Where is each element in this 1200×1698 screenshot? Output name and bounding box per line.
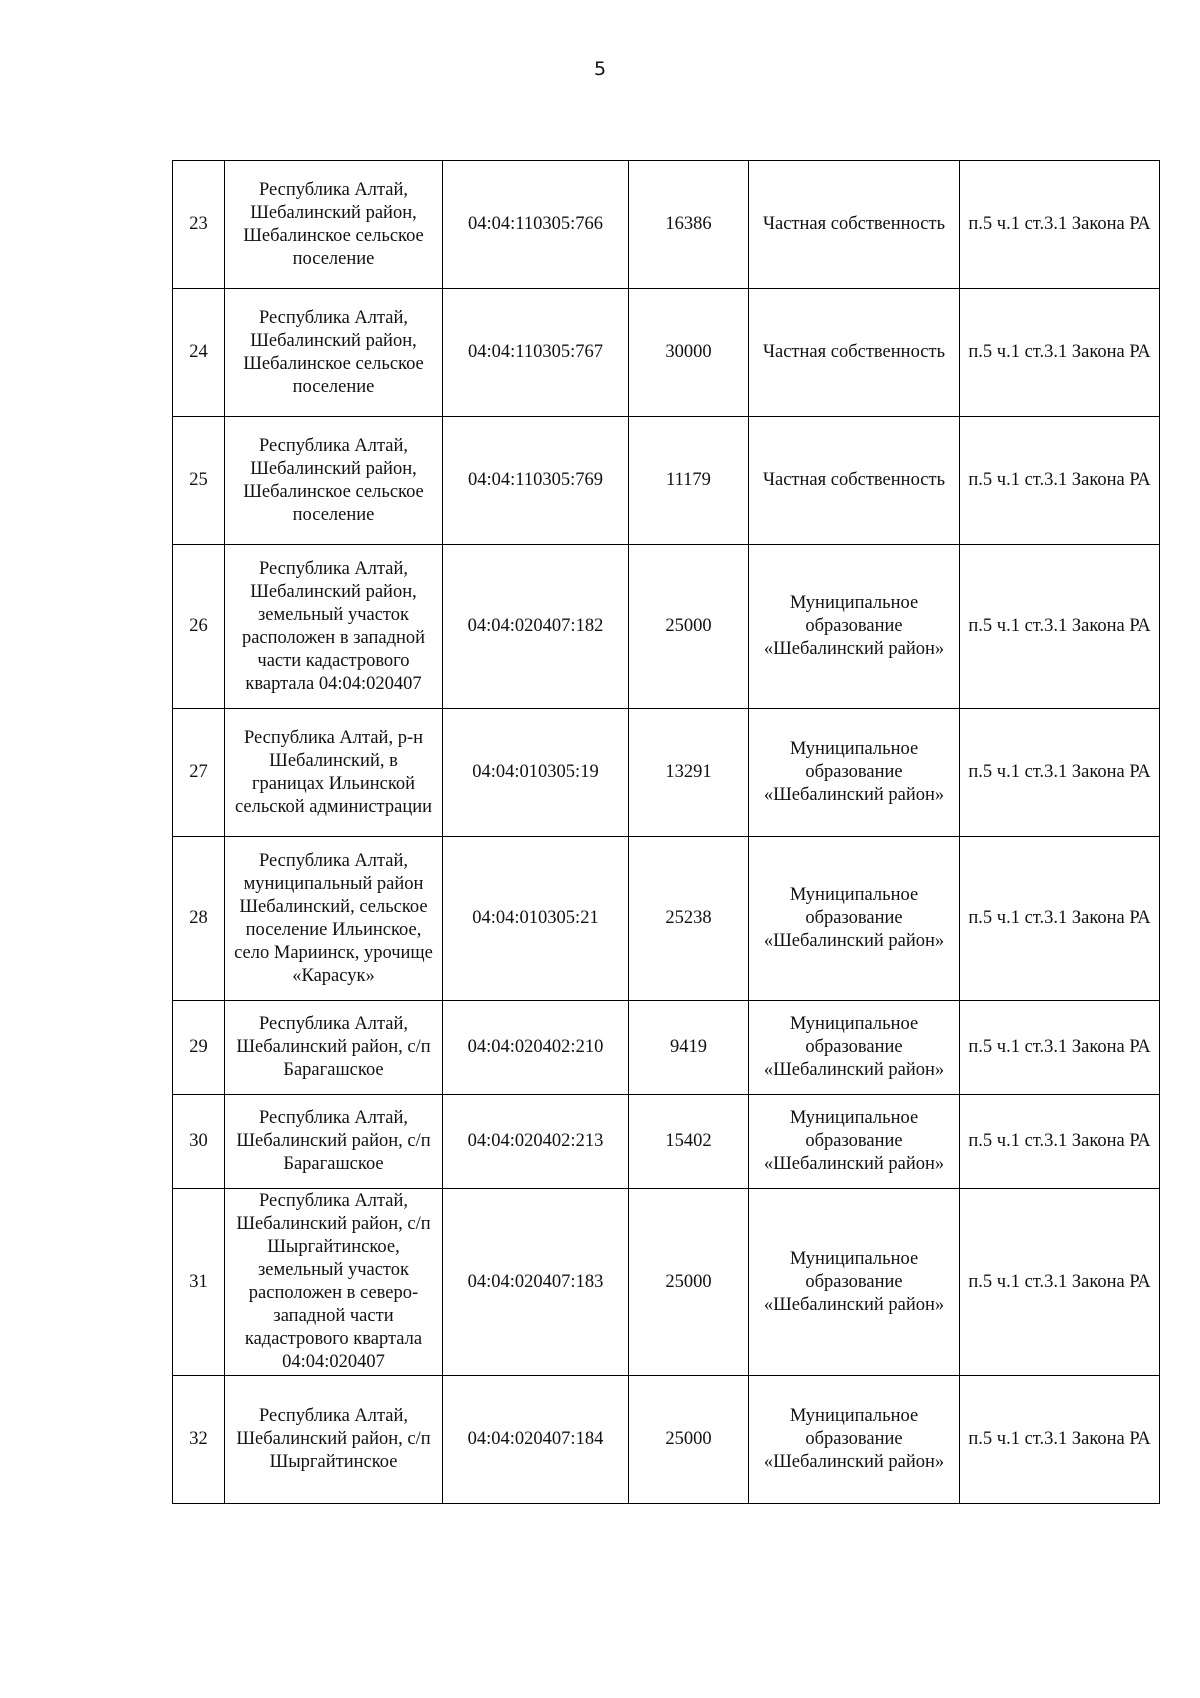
legal-basis-cell: п.5 ч.1 ст.3.1 Закона РА	[960, 1095, 1160, 1189]
address-cell: Республика Алтай, Шебалинский район, Шебалинское сельское поселение	[225, 289, 443, 417]
cadastral-number-cell: 04:04:110305:766	[443, 161, 629, 289]
cadastral-number-cell: 04:04:020402:210	[443, 1001, 629, 1095]
ownership-cell: Муниципальное образование «Шебалинский район»	[749, 1189, 960, 1376]
table-row	[173, 709, 1160, 837]
row-number-cell: 24	[173, 289, 225, 417]
cadastral-number-cell: 04:04:110305:767	[443, 289, 629, 417]
row-number-cell: 31	[173, 1189, 225, 1376]
area-cell: 25000	[629, 1189, 749, 1376]
table-row	[173, 1001, 1160, 1095]
legal-basis-cell: п.5 ч.1 ст.3.1 Закона РА	[960, 837, 1160, 1001]
address-cell: Республика Алтай, Шебалинский район, Шебалинское сельское поселение	[225, 417, 443, 545]
cadastral-number-cell: 04:04:020407:183	[443, 1189, 629, 1376]
ownership-cell: Муниципальное образование «Шебалинский район»	[749, 709, 960, 837]
area-cell: 25000	[629, 1376, 749, 1504]
row-number-cell: 26	[173, 545, 225, 709]
address-cell: Республика Алтай, Шебалинский район, с/п Барагашское	[225, 1095, 443, 1189]
ownership-cell: Муниципальное образование «Шебалинский район»	[749, 1376, 960, 1504]
area-cell: 13291	[629, 709, 749, 837]
address-cell: Республика Алтай, Шебалинский район, с/п Шыргайтинское, земельный участок расположен в северо-западной части кадастрового квартала 04:04:020407	[225, 1189, 443, 1376]
table-row	[173, 161, 1160, 289]
area-cell: 25000	[629, 545, 749, 709]
row-number-cell: 32	[173, 1376, 225, 1504]
ownership-cell: Муниципальное образование «Шебалинский район»	[749, 545, 960, 709]
cadastral-number-cell: 04:04:020407:182	[443, 545, 629, 709]
address-cell: Республика Алтай, р-н Шебалинский, в границах Ильинской сельской администрации	[225, 709, 443, 837]
table-row	[173, 1095, 1160, 1189]
table-row	[173, 837, 1160, 1001]
address-cell: Республика Алтай, Шебалинский район, с/п Шыргайтинское	[225, 1376, 443, 1504]
cadastral-number-cell: 04:04:010305:21	[443, 837, 629, 1001]
area-cell: 11179	[629, 417, 749, 545]
ownership-cell: Частная собственность	[749, 417, 960, 545]
page-number: 5	[593, 58, 607, 80]
table-row	[173, 289, 1160, 417]
cadastral-number-cell: 04:04:010305:19	[443, 709, 629, 837]
area-cell: 9419	[629, 1001, 749, 1095]
cadastral-number-cell: 04:04:110305:769	[443, 417, 629, 545]
table-row	[173, 1189, 1160, 1376]
ownership-cell: Муниципальное образование «Шебалинский район»	[749, 1001, 960, 1095]
legal-basis-cell: п.5 ч.1 ст.3.1 Закона РА	[960, 545, 1160, 709]
legal-basis-cell: п.5 ч.1 ст.3.1 Закона РА	[960, 1001, 1160, 1095]
ownership-cell: Частная собственность	[749, 289, 960, 417]
address-cell: Республика Алтай, Шебалинский район, земельный участок расположен в западной части кадастрового квартала 04:04:020407	[225, 545, 443, 709]
legal-basis-cell: п.5 ч.1 ст.3.1 Закона РА	[960, 1189, 1160, 1376]
legal-basis-cell: п.5 ч.1 ст.3.1 Закона РА	[960, 289, 1160, 417]
row-number-cell: 29	[173, 1001, 225, 1095]
ownership-cell: Муниципальное образование «Шебалинский район»	[749, 1095, 960, 1189]
land-plot-table	[172, 160, 1160, 1504]
ownership-cell: Частная собственность	[749, 161, 960, 289]
table-row	[173, 1376, 1160, 1504]
area-cell: 16386	[629, 161, 749, 289]
legal-basis-cell: п.5 ч.1 ст.3.1 Закона РА	[960, 417, 1160, 545]
ownership-cell: Муниципальное образование «Шебалинский район»	[749, 837, 960, 1001]
table-row	[173, 417, 1160, 545]
row-number-cell: 23	[173, 161, 225, 289]
row-number-cell: 25	[173, 417, 225, 545]
address-cell: Республика Алтай, муниципальный район Шебалинский, сельское поселение Ильинское, село Мариинск, урочище «Карасук»	[225, 837, 443, 1001]
row-number-cell: 30	[173, 1095, 225, 1189]
row-number-cell: 27	[173, 709, 225, 837]
legal-basis-cell: п.5 ч.1 ст.3.1 Закона РА	[960, 709, 1160, 837]
cadastral-number-cell: 04:04:020407:184	[443, 1376, 629, 1504]
cadastral-number-cell: 04:04:020402:213	[443, 1095, 629, 1189]
area-cell: 25238	[629, 837, 749, 1001]
area-cell: 30000	[629, 289, 749, 417]
area-cell: 15402	[629, 1095, 749, 1189]
legal-basis-cell: п.5 ч.1 ст.3.1 Закона РА	[960, 1376, 1160, 1504]
address-cell: Республика Алтай, Шебалинский район, Шебалинское сельское поселение	[225, 161, 443, 289]
table-row	[173, 545, 1160, 709]
address-cell: Республика Алтай, Шебалинский район, с/п Барагашское	[225, 1001, 443, 1095]
row-number-cell: 28	[173, 837, 225, 1001]
legal-basis-cell: п.5 ч.1 ст.3.1 Закона РА	[960, 161, 1160, 289]
